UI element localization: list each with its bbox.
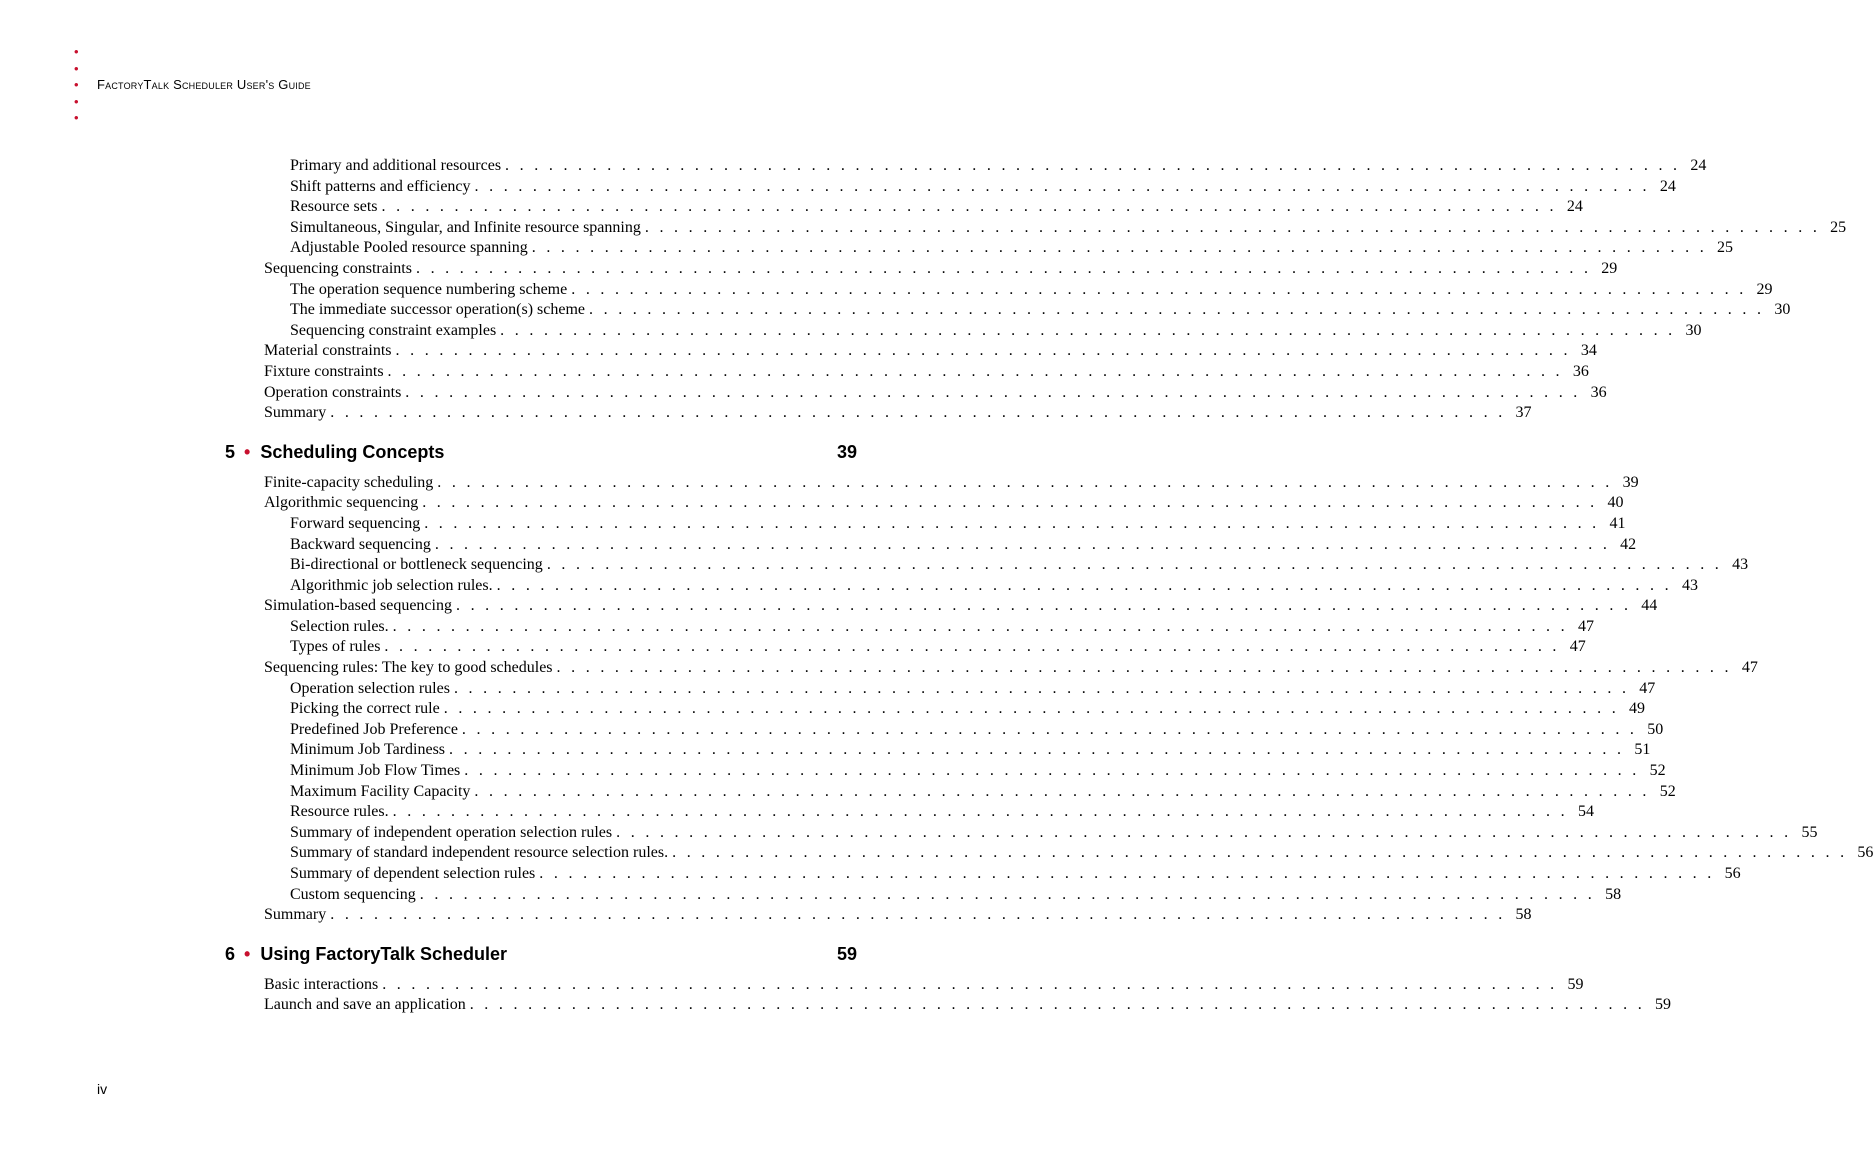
toc-entry[interactable] <box>0 617 1594 638</box>
toc-leader: . . . . . . . . . . . . . . . . . . . . . . . . . . . . . . . . . . . . . . . . . . . . . . . . . . . . . . . . . . . . . . . . . . . . . . . . . . . . . . . . . <box>539 865 1715 882</box>
toc-entry-page: 44 <box>1641 597 1658 615</box>
toc-entry[interactable] <box>0 596 1658 617</box>
toc-leader: . . . . . . . . . . . . . . . . . . . . . . . . . . . . . . . . . . . . . . . . . . . . . . . . . . . . . . . . . . . . . . . . . . . . . . . . . . . . . . . . . <box>474 782 1650 800</box>
toc-entry-title: Summary of standard independent resource selection rules. <box>290 844 669 862</box>
toc-entry-title: Adjustable Pooled resource spanning <box>290 239 528 257</box>
toc-entry-title: Maximum Facility Capacity <box>290 782 471 800</box>
toc-entry-page: 43 <box>1681 576 1698 594</box>
toc-entry-title: Material constraints <box>264 342 392 360</box>
header-bullet: • <box>74 44 79 59</box>
chapter-title: Scheduling Concepts <box>260 441 445 462</box>
toc-entry-title: Algorithmic job selection rules. <box>290 576 493 594</box>
toc-entry[interactable] <box>0 218 1847 239</box>
chapter-number: 5 <box>225 441 236 462</box>
toc-entry-title: Summary of independent operation selection rules <box>290 823 613 841</box>
toc-leader: . . . . . . . . . . . . . . . . . . . . . . . . . . . . . . . . . . . . . . . . . . . . . . . . . . . . . . . . . . . . . . . . . . . . . . . . . . . . . . . . . <box>531 239 1708 257</box>
toc-leader: . . . . . . . . . . . . . . . . . . . . . . . . . . . . . . . . . . . . . . . . . . . . . . . . . . . . . . . . . . . . . . . . . . . . . . . . . . . . . . . . . <box>422 494 1598 512</box>
toc-entry-title: Finite-capacity scheduling <box>264 473 434 491</box>
toc-leader: . . . . . . . . . . . . . . . . . . . . . . . . . . . . . . . . . . . . . . . . . . . . . . . . . . . . . . . . . . . . . . . . . . . . . . . . . . . . . . . . . <box>474 177 1650 195</box>
toc-entry-title: Sequencing rules: The key to good schedules <box>264 659 553 677</box>
toc-leader: . . . . . . . . . . . . . . . . . . . . . . . . . . . . . . . . . . . . . . . . . . . . . . . . . . . . . . . . . . . . . . . . . . . . . . . . . . . . . . . . . <box>381 198 1557 216</box>
toc-entry[interactable] <box>0 740 1651 761</box>
chapter-bullet: • <box>244 943 251 964</box>
toc-entry-title: Minimum Job Flow Times <box>290 762 461 780</box>
toc-leader: . . . . . . . . . . . . . . . . . . . . . . . . . . . . . . . . . . . . . . . . . . . . . . . . . . . . . . . . . . . . . . . . . . . . . . . . . . . . . . . . . <box>384 638 1560 656</box>
toc-entry-title: Backward sequencing <box>290 535 431 553</box>
toc-entry-page: 25 <box>1830 218 1847 236</box>
toc-entry-page: 47 <box>1639 679 1656 697</box>
chapter-bullet: • <box>244 441 251 462</box>
toc-entry-page: 47 <box>1569 638 1586 656</box>
toc-entry-page: 29 <box>1601 259 1618 277</box>
toc-leader: . . . . . . . . . . . . . . . . . . . . . . . . . . . . . . . . . . . . . . . . . . . . . . . . . . . . . . . . . . . . . . . . . . . . . . . . . . . . . . . . . <box>392 803 1568 821</box>
toc-entry-page: 52 <box>1659 782 1676 800</box>
toc-entry[interactable] <box>0 905 1532 926</box>
toc-entry-title: Predefined Job Preference <box>290 720 458 738</box>
toc-entry-title: Primary and additional resources <box>290 157 502 174</box>
toc-entry-title: Resource sets <box>290 198 378 216</box>
toc-entry-page: 47 <box>1741 659 1758 677</box>
toc-entry[interactable] <box>0 238 1734 259</box>
chapter-title: Using FactoryTalk Scheduler <box>260 943 508 964</box>
toc-entry-title: Shift patterns and efficiency <box>290 177 471 195</box>
toc-entry-page: 59 <box>1567 975 1584 993</box>
toc-entry-page: 36 <box>1590 383 1607 401</box>
toc-entry-page: 49 <box>1629 700 1646 718</box>
toc-entry-page: 37 <box>1515 404 1532 422</box>
toc-leader: . . . . . . . . . . . . . . . . . . . . . . . . . . . . . . . . . . . . . . . . . . . . . . . . . . . . . . . . . . . . . . . . . . . . . . . . . . . . . . . . . <box>571 280 1747 298</box>
toc-entry-page: 43 <box>1732 556 1749 574</box>
toc-leader: . . . . . . . . . . . . . . . . . . . . . . . . . . . . . . . . . . . . . . . . . . . . . . . . . . . . . . . . . . . . . . . . . . . . . . . . . . . . . . . . . <box>556 659 1732 677</box>
chapter-page: 39 <box>836 441 857 462</box>
toc-entry-page: 55 <box>1801 823 1818 841</box>
toc-leader: . . . . . . . . . . . . . . . . . . . . . . . . . . . . . . . . . . . . . . . . . . . . . . . . . . . . . . . . . . . . . . . . . . . . . . . . . . . . . . . . . <box>395 342 1571 360</box>
toc-entry-title: Selection rules. <box>290 617 389 635</box>
toc-entry-page: 36 <box>1572 362 1589 380</box>
toc-entry-page: 30 <box>1774 301 1791 319</box>
header-bullet: • <box>74 77 79 92</box>
toc-entry[interactable] <box>0 864 1741 885</box>
toc-leader: . . . . . . . . . . . . . . . . . . . . . . . . . . . . . . . . . . . . . . . . . . . . . . . . . . . . . . . . . . . . . . . . . . . . . . . . . . . . . . . . . <box>616 823 1792 841</box>
toc-entry-title: Sequencing constraints <box>264 259 412 277</box>
toc-leader: . . . . . . . . . . . . . . . . . . . . . . . . . . . . . . . . . . . . . . . . . . . . . . . . . . . . . . . . . . . . . . . . . . . . . . . . . . . . . . . . . <box>672 844 1848 862</box>
toc-leader: . . . . . . . . . . . . . . . . . . . . . . . . . . . . . . . . . . . . . . . . . . . . . . . . . . . . . . . . . . . . . . . . . . . . . . . . . . . . . . . . . <box>387 362 1563 380</box>
toc-entry-page: 58 <box>1605 885 1622 903</box>
toc-entry[interactable] <box>0 679 1656 700</box>
chapter-number: 6 <box>225 943 236 964</box>
toc-entry-title: Summary <box>264 404 327 422</box>
toc-entry-page: 59 <box>1655 996 1672 1014</box>
toc-entry-page: 41 <box>1609 514 1626 532</box>
toc-leader: . . . . . . . . . . . . . . . . . . . . . . . . . . . . . . . . . . . . . . . . . . . . . . . . . . . . . . . . . . . . . . . . . . . . . . . . . . . . . . . . . <box>589 301 1765 319</box>
toc-entry-title: Fixture constraints <box>264 362 384 380</box>
toc-entry-title: Algorithmic sequencing <box>264 494 419 512</box>
toc-entry[interactable] <box>0 699 1646 720</box>
toc-entry[interactable] <box>0 823 1818 844</box>
toc-entry-title: The operation sequence numbering scheme <box>290 280 568 298</box>
toc-entry-page: 24 <box>1659 177 1676 195</box>
toc-leader: . . . . . . . . . . . . . . . . . . . . . . . . . . . . . . . . . . . . . . . . . . . . . . . . . . . . . . . . . . . . . . . . . . . . . . . . . . . . . . . . . <box>461 720 1638 738</box>
toc-entry-title: Sequencing constraint examples <box>290 321 497 339</box>
chapter-heading[interactable] <box>0 938 954 971</box>
toc-leader: . . . . . . . . . . . . . . . . . . . . . . . . . . . . . . . . . . . . . . . . . . . . . . . . . . . . . . . . . . . . . . . . . . . . . . . . . . . . . . . . . <box>469 996 1646 1014</box>
page-header <box>72 44 472 127</box>
toc-leader: . . . . . . . . . . . . . . . . . . . . . . . . . . . . . . . . . . . . . . . . . . . . . . . . . . . . . . . . . . . . . . . . . . . . . . . . . . . . . . . . . <box>449 741 1625 759</box>
toc-entry[interactable] <box>0 362 1589 383</box>
toc-entry[interactable] <box>0 576 1698 597</box>
toc-entry-page: 51 <box>1634 741 1651 759</box>
toc-leader: . . . . . . . . . . . . . . . . . . . . . . . . . . . . . . . . . . . . . . . . . . . . . . . . . . . . . . . . . . . . . . . . . . . . . . . . . . . . . . . . . <box>405 383 1581 401</box>
toc-leader: . . . . . . . . . . . . . . . . . . . . . . . . . . . . . . . . . . . . . . . . . . . . . . . . . . . . . . . . . . . . . . . . . . . . . . . . . . . . . . . . . <box>644 218 1821 236</box>
toc-leader: . . . . . . . . . . . . . . . . . . . . . . . . . . . . . . . . . . . . . . . . . . . . . . . . . . . . . . . . . . . . . . . . . . . . . . . . . . . . . . . . . <box>437 473 1613 491</box>
toc-entry[interactable] <box>0 995 1672 1016</box>
toc-entry-title: Custom sequencing <box>290 885 416 903</box>
toc-entry-title: Minimum Job Tardiness <box>290 741 446 759</box>
toc-leader: . . . . . . . . . . . . . . . . . . . . . . . . . . . . . . . . . . . . . . . . . . . . . . . . . . . . . . . . . . . . . . . . . . . . . . . . . . . . . . . . . <box>392 617 1568 635</box>
toc-leader: . . . . . . . . . . . . . . . . . . . . . . . . . . . . . . . . . . . . . . . . . . . . . . . . . . . . . . . . . . . . . . . . . . . . . . . . . . . . . . . . . <box>424 514 1600 532</box>
toc-entry-title: The immediate successor operation(s) scheme <box>290 301 585 319</box>
toc-entry-title: Picking the correct rule <box>290 700 440 718</box>
toc-leader: . . . . . . . . . . . . . . . . . . . . . . . . . . . . . . . . . . . . . . . . . . . . . . . . . . . . . . . . . . . . . . . . . . . . . . . . . . . . . . . . . <box>443 700 1620 718</box>
toc-entry-page: 50 <box>1647 720 1664 738</box>
toc-entry[interactable] <box>0 720 1664 741</box>
toc-entry[interactable] <box>0 156 1707 177</box>
toc-entry-title: Resource rules. <box>290 803 389 821</box>
toc-entry[interactable] <box>0 493 1624 514</box>
toc-entry[interactable] <box>0 802 1594 823</box>
toc-entry[interactable] <box>0 177 1676 198</box>
toc-entry[interactable] <box>0 514 1626 535</box>
toc-entry[interactable] <box>0 300 1791 321</box>
toc-entry-title: Bi-directional or bottleneck sequencing <box>290 556 543 574</box>
running-head: FactoryTalk Scheduler User's Guide <box>97 77 311 92</box>
toc-entry-title: Summary of dependent selection rules <box>290 865 536 882</box>
toc-leader: . . . . . . . . . . . . . . . . . . . . . . . . . . . . . . . . . . . . . . . . . . . . . . . . . . . . . . . . . . . . . . . . . . . . . . . . . . . . . . . . . <box>330 906 1506 924</box>
toc-entry[interactable] <box>0 383 1607 404</box>
toc-leader: . . . . . . . . . . . . . . . . . . . . . . . . . . . . . . . . . . . . . . . . . . . . . . . . . . . . . . . . . . . . . . . . . . . . . . . . . . . . . . . . . <box>500 321 1676 339</box>
toc-entry-page: 58 <box>1515 906 1532 924</box>
toc-entry[interactable] <box>0 280 1773 301</box>
toc-entry-page: 34 <box>1580 342 1597 360</box>
toc-leader: . . . . . . . . . . . . . . . . . . . . . . . . . . . . . . . . . . . . . . . . . . . . . . . . . . . . . . . . . . . . . . . . . . . . . . . . . . . . . . . . . <box>330 404 1506 422</box>
toc-entry-page: 39 <box>1622 473 1639 491</box>
toc-entry[interactable] <box>0 341 1597 362</box>
page-folio: iv <box>97 1081 108 1097</box>
toc-entry-page: 47 <box>1577 617 1594 635</box>
toc-entry[interactable] <box>0 637 1586 658</box>
toc-leader: . . . . . . . . . . . . . . . . . . . . . . . . . . . . . . . . . . . . . . . . . . . . . . . . . . . . . . . . . . . . . . . . . . . . . . . . . . . . . . . . . <box>505 157 1681 174</box>
toc-leader: . . . . . . . . . . . . . . . . . . . . . . . . . . . . . . . . . . . . . . . . . . . . . . . . . . . . . . . . . . . . . . . . . . . . . . . . . . . . . . . . . <box>455 597 1632 615</box>
toc-entry[interactable] <box>0 535 1637 556</box>
toc-entry-title: Launch and save an application <box>264 996 466 1014</box>
toc-entry-page: 24 <box>1566 198 1583 216</box>
header-bullet: • <box>74 60 79 76</box>
chapter-page: 59 <box>836 943 857 964</box>
toc-entry-page: 42 <box>1620 535 1637 553</box>
toc-entry[interactable] <box>0 761 1666 782</box>
toc-entry-title: Basic interactions <box>264 975 379 993</box>
chapter-heading[interactable] <box>0 436 954 469</box>
toc-entry-title: Operation constraints <box>264 383 402 401</box>
toc-entry-page: 25 <box>1717 239 1734 257</box>
toc-entry-page: 52 <box>1649 762 1666 780</box>
toc-entry[interactable] <box>0 843 1873 864</box>
toc-entry-title: Simultaneous, Singular, and Infinite resource spanning <box>290 218 641 236</box>
toc-entry[interactable] <box>0 885 1622 906</box>
toc-leader: . . . . . . . . . . . . . . . . . . . . . . . . . . . . . . . . . . . . . . . . . . . . . . . . . . . . . . . . . . . . . . . . . . . . . . . . . . . . . . . . . <box>419 885 1596 903</box>
table-of-contents <box>0 156 1873 1016</box>
toc-entry[interactable] <box>0 975 1584 996</box>
toc-entry-title: Forward sequencing <box>290 514 421 532</box>
toc-entry-title: Operation selection rules <box>290 679 450 697</box>
toc-entry-title: Simulation-based sequencing <box>264 597 452 615</box>
toc-leader: . . . . . . . . . . . . . . . . . . . . . . . . . . . . . . . . . . . . . . . . . . . . . . . . . . . . . . . . . . . . . . . . . . . . . . . . . . . . . . . . . <box>415 259 1592 277</box>
toc-leader: . . . . . . . . . . . . . . . . . . . . . . . . . . . . . . . . . . . . . . . . . . . . . . . . . . . . . . . . . . . . . . . . . . . . . . . . . . . . . . . . . <box>434 535 1611 553</box>
toc-entry-title: Types of rules <box>290 638 381 656</box>
toc-entry-page: 56 <box>1857 844 1873 862</box>
toc-entry-page: 30 <box>1685 321 1702 339</box>
toc-leader: . . . . . . . . . . . . . . . . . . . . . . . . . . . . . . . . . . . . . . . . . . . . . . . . . . . . . . . . . . . . . . . . . . . . . . . . . . . . . . . . . <box>382 975 1558 993</box>
header-bullet: • <box>74 93 79 109</box>
toc-entry[interactable] <box>0 259 1618 280</box>
toc-entry[interactable] <box>0 473 1639 494</box>
toc-leader: . . . . . . . . . . . . . . . . . . . . . . . . . . . . . . . . . . . . . . . . . . . . . . . . . . . . . . . . . . . . . . . . . . . . . . . . . . . . . . . . . <box>464 762 1640 780</box>
toc-leader: . . . . . . . . . . . . . . . . . . . . . . . . . . . . . . . . . . . . . . . . . . . . . . . . . . . . . . . . . . . . . . . . . . . . . . . . . . . . . . . . . <box>453 679 1630 697</box>
toc-entry[interactable] <box>0 782 1676 803</box>
header-bullet: • <box>74 110 79 125</box>
toc-entry-page: 54 <box>1577 803 1594 821</box>
toc-entry-page: 56 <box>1724 865 1741 882</box>
toc-entry-page: 40 <box>1607 494 1624 512</box>
toc-entry-title: Summary <box>264 906 327 924</box>
toc-entry[interactable] <box>0 555 1749 576</box>
toc-leader: . . . . . . . . . . . . . . . . . . . . . . . . . . . . . . . . . . . . . . . . . . . . . . . . . . . . . . . . . . . . . . . . . . . . . . . . . . . . . . . . . <box>496 576 1672 594</box>
toc-leader: . . . . . . . . . . . . . . . . . . . . . . . . . . . . . . . . . . . . . . . . . . . . . . . . . . . . . . . . . . . . . . . . . . . . . . . . . . . . . . . . . <box>546 556 1723 574</box>
toc-entry[interactable] <box>0 658 1758 679</box>
toc-entry[interactable] <box>0 321 1702 342</box>
toc-entry[interactable] <box>0 197 1583 218</box>
toc-entry[interactable] <box>0 403 1532 424</box>
toc-entry-page: 29 <box>1756 280 1773 298</box>
toc-entry-page: 24 <box>1690 157 1707 174</box>
